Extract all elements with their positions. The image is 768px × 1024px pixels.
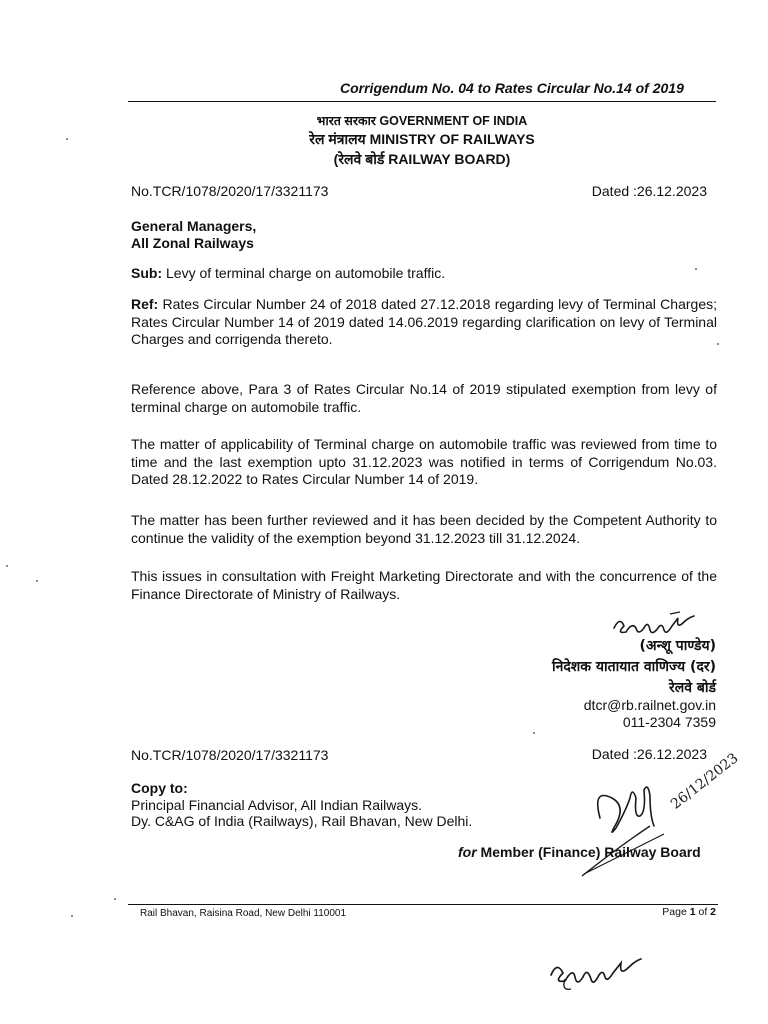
scan-speck [114, 898, 116, 900]
subject-line [131, 265, 717, 283]
copy-recipient: Principal Financial Advisor, All Indian Railways. [131, 796, 423, 813]
for-label: for [458, 844, 477, 860]
page-number [662, 906, 716, 918]
scan-speck [6, 565, 8, 567]
signatory-office: रेलवे बोर्ड [669, 680, 716, 696]
for-member-finance [458, 844, 701, 860]
for-text: Member (Finance) Railway Board [476, 844, 701, 860]
body-paragraph: This issues in consultation with Freight Marketing Directorate and with the concurrence of the Finance Directorate of Ministry of Railways. [131, 568, 717, 602]
copy-recipient: Dy. C&AG of India (Railways), Rail Bhavan, New Delhi. [131, 813, 473, 829]
handwritten-initials [545, 945, 655, 995]
subject-label: Sub: [131, 265, 163, 281]
file-number: No.TCR/1078/2020/17/3321173 [131, 183, 329, 199]
scan-speck [66, 138, 68, 140]
header-divider [128, 101, 716, 102]
signatory-block [552, 638, 716, 731]
addressee-line2: All Zonal Railways [131, 235, 254, 251]
scan-speck [71, 915, 73, 917]
signatory-name: (अन्शू पाण्डेय) [639, 638, 716, 654]
handwritten-signature-with-date [580, 768, 750, 883]
page-of: of [695, 906, 711, 918]
issue-date: Dated :26.12.2023 [591, 183, 707, 199]
signatory-designation: निदेशक यातायात वाणिज्य (दर) [551, 659, 716, 675]
scan-speck [717, 343, 719, 345]
signatory-phone: 011-2304 7359 [622, 714, 716, 730]
body-paragraph: The matter of applicability of Terminal charge on automobile traffic was reviewed from time to time and the last exemption upto 31.12.2023 was notified in terms of Corrigendum No.03. Dated 28.12.2022 to Rates Circular Number 14 of 2019. [131, 436, 717, 487]
signatory-email: dtcr@rb.railnet.gov.in [583, 697, 716, 713]
sign-date: 26/12/2023 [668, 750, 742, 813]
footer-address: Rail Bhavan, Raisina Road, New Delhi 110001 [140, 908, 347, 919]
copy-date: Dated :26.12.2023 [591, 746, 707, 762]
copy-file-number: No.TCR/1078/2020/17/3321173 [131, 747, 329, 763]
header-ministry: रेल मंत्रालय MINISTRY OF RAILWAYS [309, 131, 535, 147]
copy-to-label: Copy to: [131, 780, 188, 796]
handwritten-signature [610, 610, 710, 640]
body-paragraph: Reference above, Para 3 of Rates Circular No.14 of 2019 stipulated exemption from levy of terminal charge on automobile traffic. [131, 381, 717, 415]
addressee-line1: General Managers, [131, 218, 257, 234]
header-board: (रेलवे बोर्ड RAILWAY BOARD) [333, 151, 511, 167]
scan-speck [36, 580, 38, 582]
scan-speck [533, 732, 535, 734]
header-government: भारत सरकार GOVERNMENT OF INDIA [316, 114, 528, 128]
scan-speck [695, 268, 697, 270]
page-current: 1 [689, 906, 696, 918]
page-total: 2 [710, 906, 716, 918]
body-paragraph: The matter has been further reviewed and it has been decided by the Competent Authority to continue the validity of the exemption beyond 31.12.2023 till 31.12.2024. [131, 512, 717, 546]
footer-divider [128, 904, 718, 905]
reference-text: Rates Circular Number 24 of 2018 dated 27.12.2018 regarding levy of Terminal Charges; Rates Circular Number 14 of 2019 dated 14.06.2019 regarding clarification on levy of Terminal Charges and corrigenda thereto. [131, 296, 717, 347]
subject-text: Levy of terminal charge on automobile traffic. [162, 265, 446, 281]
copy-to-block [131, 780, 472, 830]
reference-line [131, 296, 717, 349]
corrigendum-title: Corrigendum No. 04 to Rates Circular No.14 of 2019 [340, 80, 684, 96]
addressee [131, 218, 256, 252]
reference-label: Ref: [131, 296, 159, 312]
page-prefix: Page [662, 906, 690, 918]
